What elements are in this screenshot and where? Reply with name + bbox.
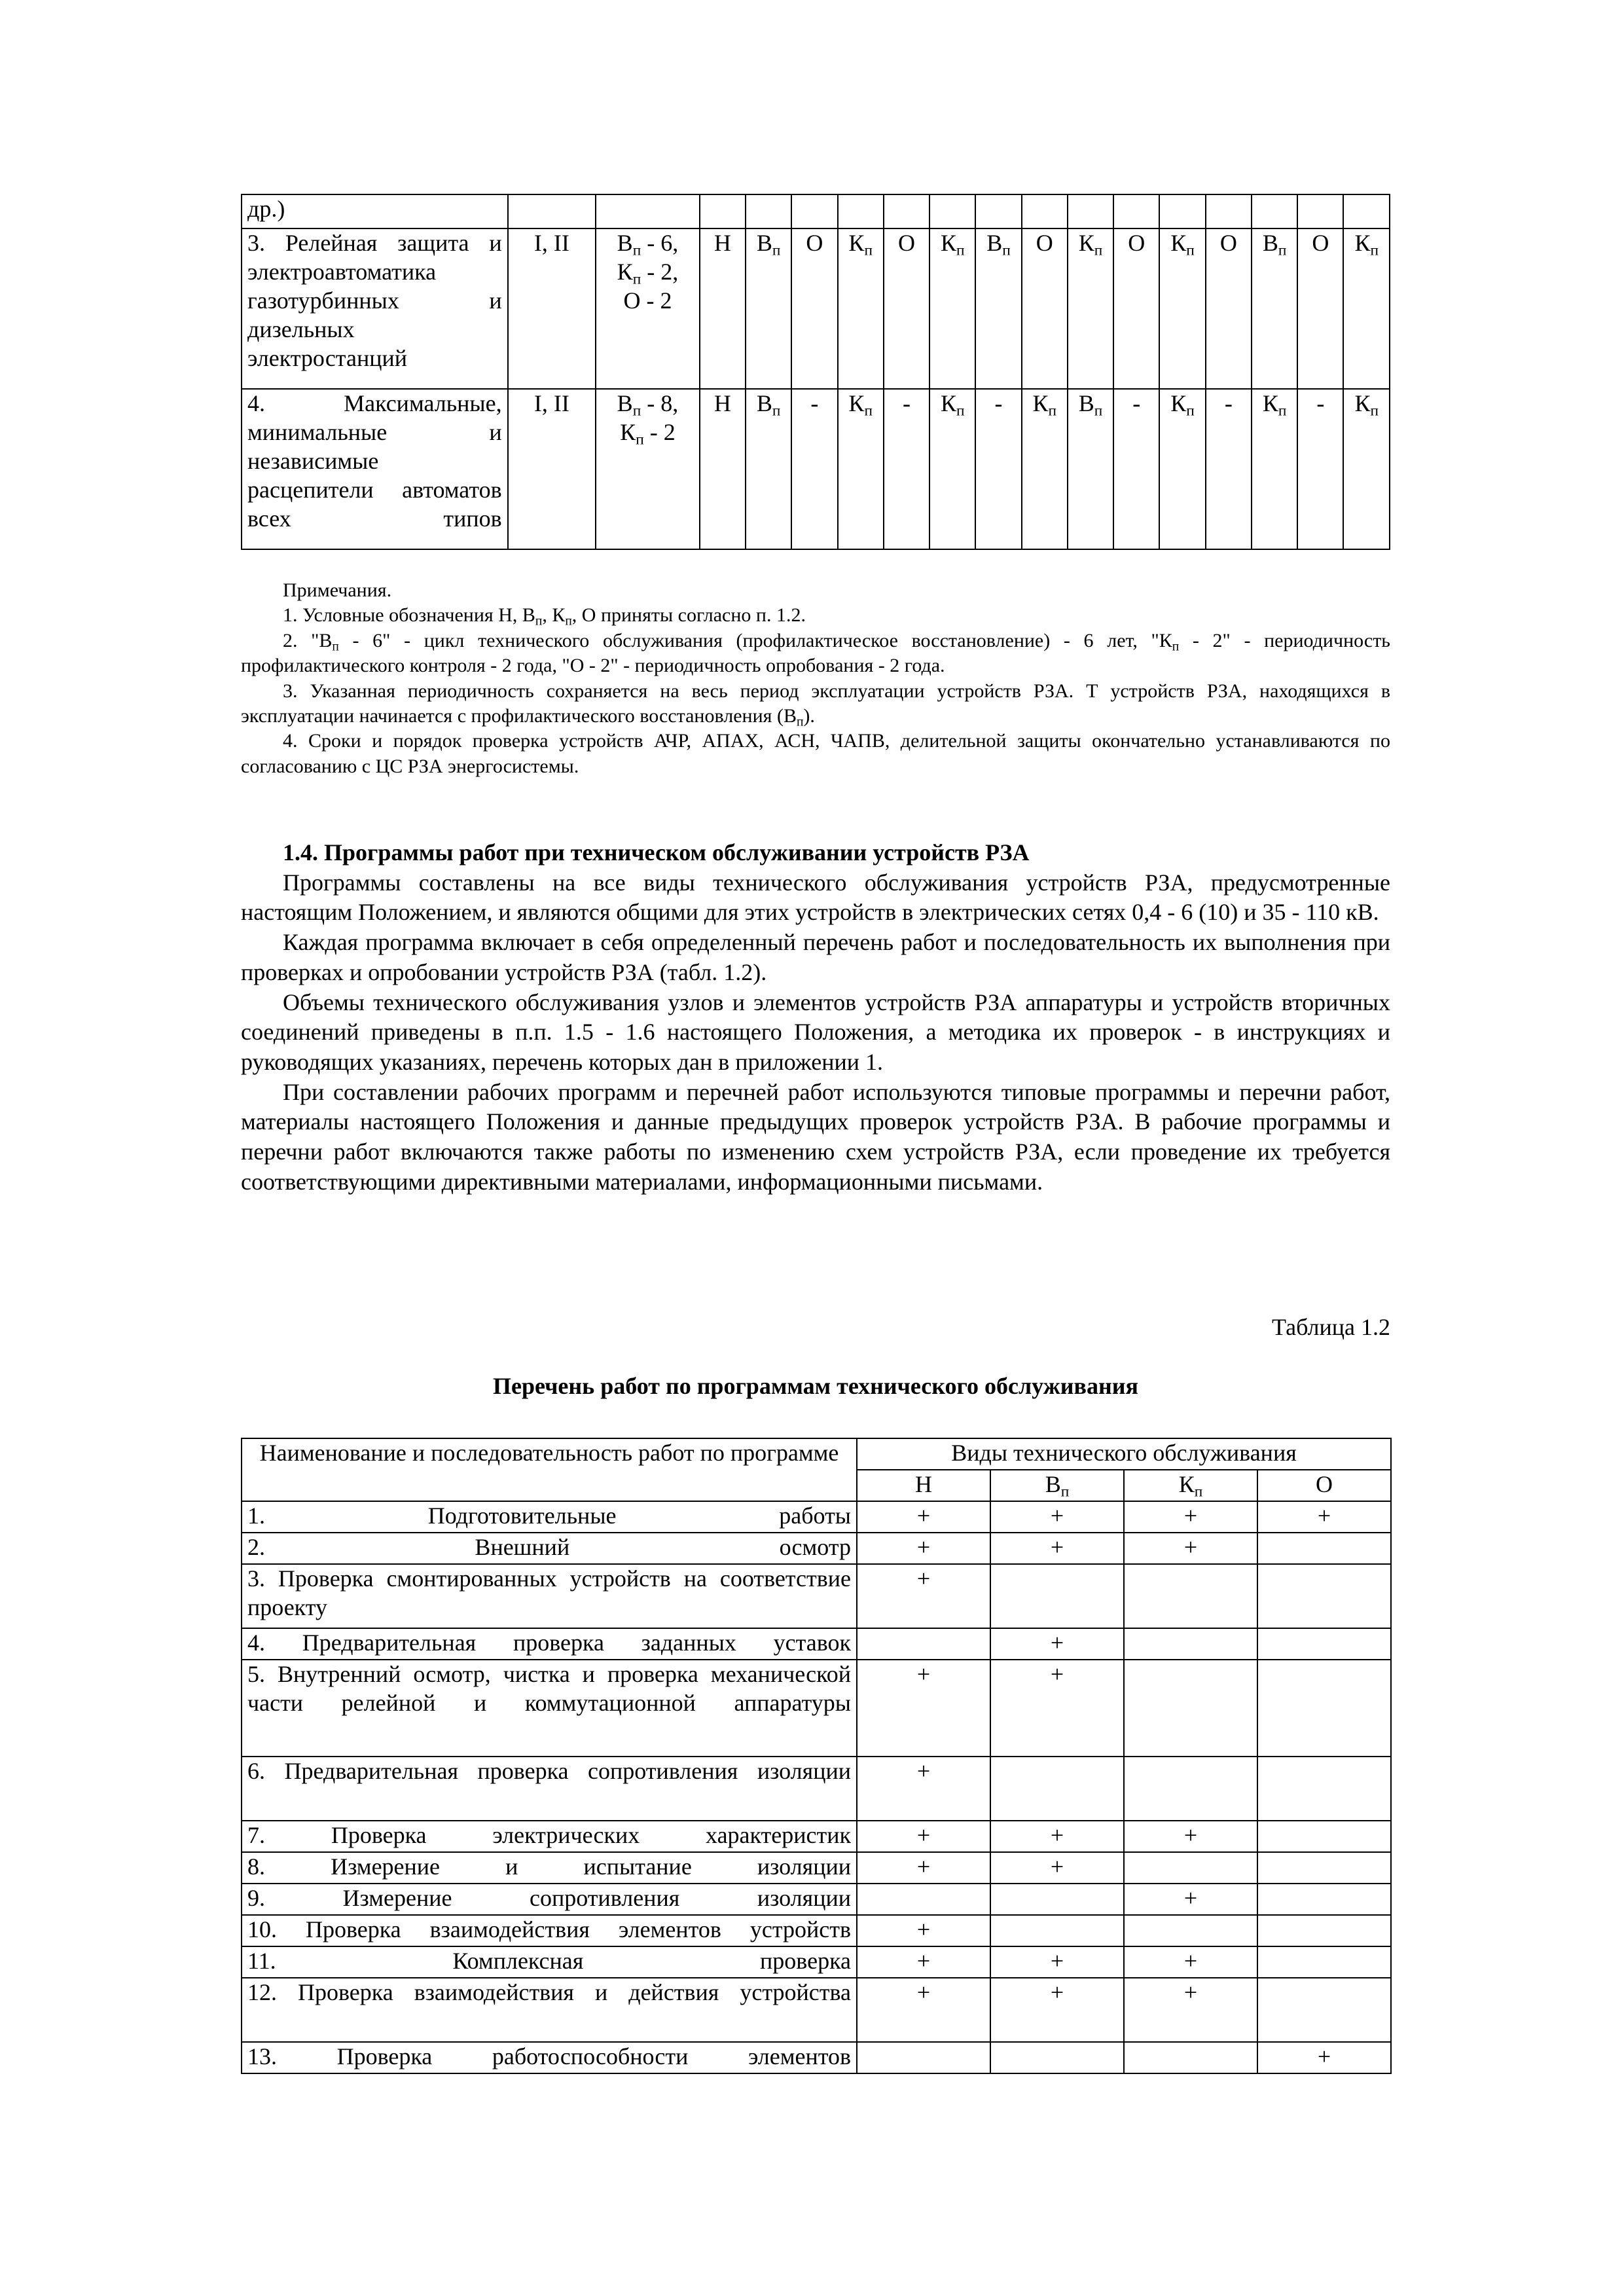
year-cell: $К_п$ — [838, 228, 884, 389]
mark-cell — [1124, 1852, 1257, 1884]
table-row — [242, 2042, 1391, 2073]
mark-cell — [990, 1757, 1124, 1821]
mark-cell: + — [990, 1628, 1124, 1660]
year-cell: - — [1206, 389, 1252, 549]
work-name: 10. Проверка взаимодействия элементов устройств — [242, 1915, 857, 1946]
table-row — [242, 1852, 1391, 1884]
paragraph: При составлении рабочих программ и перечней работ используются типовые программы и перечни работ, материалы настоящего Положения и данные предыдущих проверок устройств РЗА. В рабочие программы и перечни работ включаются также работы по изменению схем устройств РЗА, если проведение их требуется соответствующими директивными материалами, информационными письмами. — [241, 1078, 1390, 1195]
mark-cell: + — [990, 1501, 1124, 1533]
note-item: 3. Указанная периодичность сохраняется на весь период эксплуатации устройств РЗА. Т устройств РЗА, находящихся в эксплуатации начинается с профилактического восстановления $(В_п)$. — [241, 680, 1390, 729]
work-name: 7. Проверка электрических характеристик — [242, 1821, 857, 1852]
mark-cell: + — [857, 1501, 990, 1533]
mark-cell: + — [857, 1852, 990, 1884]
paragraph: Каждая программа включает в себя определенный перечень работ и последовательность их выполнения при проверках и опробовании устройств РЗА (табл. 1.2). — [241, 929, 1390, 985]
mark-cell: + — [857, 1915, 990, 1946]
type-header: О — [1257, 1470, 1391, 1501]
table-row — [242, 228, 1390, 389]
mark-cell — [1257, 1884, 1391, 1915]
paragraph: Объемы технического обслуживания узлов и элементов устройств РЗА аппаратуры и устройств вторичных соединений приведены в п.п. 1.5 - 1.6 настоящего Положения, а методика их проверок - в инструкциях и руководящих указаниях, перечень которых дан в приложении 1. — [241, 989, 1390, 1076]
table-row — [242, 1660, 1391, 1757]
year-cell: - — [975, 389, 1021, 549]
section-heading: 1.4. Программы работ при техническом обслуживании устройств РЗА — [283, 839, 1030, 866]
table-row — [242, 1533, 1391, 1564]
table-row — [242, 1915, 1391, 1946]
mark-cell: + — [857, 1564, 990, 1628]
table-row — [242, 1884, 1391, 1915]
mark-cell — [990, 1915, 1124, 1946]
table-row — [242, 1757, 1391, 1821]
notes-block — [241, 578, 1390, 779]
table-row — [242, 1821, 1391, 1852]
year-cell: $В_п$ — [975, 228, 1021, 389]
mark-cell — [1257, 1821, 1391, 1852]
mark-cell: + — [857, 1660, 990, 1757]
year-cell: О — [884, 228, 929, 389]
works-table — [241, 1438, 1392, 2074]
table-row — [242, 1946, 1391, 1978]
mark-cell — [990, 1564, 1124, 1628]
year-cell: - — [1297, 389, 1343, 549]
work-name: 2. Внешний осмотр — [242, 1533, 857, 1564]
year-cell: О — [1022, 228, 1068, 389]
mark-cell: + — [990, 1978, 1124, 2042]
mark-cell: + — [857, 1821, 990, 1852]
table-row — [242, 389, 1390, 549]
mark-cell — [1124, 2042, 1257, 2073]
year-cell: $К_п$ — [1022, 389, 1068, 549]
mark-cell: + — [1124, 1821, 1257, 1852]
table-row — [242, 194, 1390, 228]
mark-cell: + — [1257, 1501, 1391, 1533]
year-cell: Н — [700, 389, 746, 549]
mark-cell — [1257, 1852, 1391, 1884]
cycle-line: $В_п - 8$, — [617, 390, 679, 420]
mark-cell — [1124, 1915, 1257, 1946]
year-cell: - — [1113, 389, 1159, 549]
table-row — [242, 1501, 1391, 1533]
year-cell: О — [791, 228, 837, 389]
mark-cell — [1257, 1533, 1391, 1564]
mark-cell — [990, 2042, 1124, 2073]
mark-cell: + — [990, 1660, 1124, 1757]
mark-cell: + — [857, 1978, 990, 2042]
work-name: 11. Комплексная проверка — [242, 1946, 857, 1978]
year-cell: $К_п$ — [929, 228, 975, 389]
mark-cell: + — [1124, 1946, 1257, 1978]
work-name: 1. Подготовительные работы — [242, 1501, 857, 1533]
mark-cell — [1124, 1564, 1257, 1628]
mark-cell — [1257, 1564, 1391, 1628]
work-name: 3. Проверка смонтированных устройств на соответствие проекту — [242, 1564, 857, 1628]
notes-title: Примечания. — [283, 579, 392, 601]
work-name: 12. Проверка взаимодействия и действия устройства — [242, 1978, 857, 2042]
mark-cell — [857, 1628, 990, 1660]
row-name: 4. Максимальные, минимальные и независимые расцепители автоматов всех типов — [242, 389, 508, 549]
mark-cell: + — [990, 1852, 1124, 1884]
mark-cell: + — [1257, 2042, 1391, 2073]
mark-cell — [1257, 1915, 1391, 1946]
mark-cell — [1257, 1757, 1391, 1821]
mark-cell — [1124, 1628, 1257, 1660]
note-item: 1. Условные обозначения Н, $В_п$, $К_п$, О приняты согласно п. 1.2. — [283, 604, 806, 629]
year-cell: О — [1297, 228, 1343, 389]
mark-cell: + — [1124, 1501, 1257, 1533]
year-cell: $К_п$ — [1068, 228, 1113, 389]
work-name: 5. Внутренний осмотр, чистка и проверка механической части релейной и коммутационной аппаратуры — [242, 1660, 857, 1757]
mark-cell — [857, 2042, 990, 2073]
year-cell: $В_п$ — [746, 228, 791, 389]
table-label: Таблица 1.2 — [1272, 1314, 1390, 1340]
year-cell: Н — [700, 228, 746, 389]
year-cell: - — [884, 389, 929, 549]
cycle-line: $В_п - 6$, — [617, 230, 679, 259]
year-cell: $К_п$ — [838, 389, 884, 549]
type-header: $В_п$ — [990, 1470, 1124, 1501]
row-name: др.) — [242, 194, 508, 228]
type-header: $К_п$ — [1124, 1470, 1257, 1501]
mark-cell — [857, 1884, 990, 1915]
table-row — [242, 1628, 1391, 1660]
mark-cell — [1124, 1757, 1257, 1821]
year-cell: $К_п$ — [1343, 228, 1390, 389]
year-cell: - — [791, 389, 837, 549]
mark-cell: + — [990, 1946, 1124, 1978]
mark-cell — [1257, 1628, 1391, 1660]
note-item: 4. Сроки и порядок проверка устройств АЧР, АПАХ, АСН, ЧАПВ, делительной защиты окончательно устанавливаются по согласованию с ЦС РЗА энергосистемы. — [241, 730, 1390, 777]
cycle — [596, 228, 700, 389]
row-name: 3. Релейная защита и электроавтоматика газотурбинных и дизельных электростанций — [242, 228, 508, 389]
cycle-line: О - 2 — [623, 287, 672, 314]
cycle-line: $К_п - 2$ — [620, 418, 676, 448]
work-name: 8. Измерение и испытание изоляции — [242, 1852, 857, 1884]
mark-cell: + — [857, 1946, 990, 1978]
year-cell: $К_п$ — [1343, 389, 1390, 549]
section-1-4 — [241, 838, 1390, 1197]
paragraph: Программы составлены на все виды технического обслуживания устройств РЗА, предусмотренные настоящим Положением, и являются общими для этих устройств в электрических сетях 0,4 - 6 (10) и 35 - 110 кВ. — [241, 869, 1390, 926]
header-col: Наименование и последовательность работ по программе — [242, 1438, 857, 1501]
year-cell: $К_п$ — [1159, 389, 1205, 549]
mark-cell — [990, 1884, 1124, 1915]
year-cell: $К_п$ — [1159, 228, 1205, 389]
type-header: Н — [857, 1470, 990, 1501]
mark-cell: + — [857, 1757, 990, 1821]
year-cell: О — [1113, 228, 1159, 389]
work-name: 4. Предварительная проверка заданных уставок — [242, 1628, 857, 1660]
mark-cell: + — [990, 1821, 1124, 1852]
cycle-line: $К_п - 2$, — [617, 258, 679, 288]
mark-cell: + — [990, 1533, 1124, 1564]
work-name: 6. Предварительная проверка сопротивления изоляции — [242, 1757, 857, 1821]
mark-cell — [1124, 1660, 1257, 1757]
mark-cell — [1257, 1978, 1391, 2042]
category: I, II — [508, 389, 596, 549]
table-row — [242, 1978, 1391, 2042]
year-cell: О — [1206, 228, 1252, 389]
mark-cell: + — [1124, 1884, 1257, 1915]
table-title: Перечень работ по программам технического обслуживания — [493, 1373, 1138, 1399]
year-cell: $В_п$ — [746, 389, 791, 549]
header-row — [242, 1438, 1391, 1470]
year-cell: $К_п$ — [929, 389, 975, 549]
mark-cell: + — [857, 1533, 990, 1564]
cycle — [596, 389, 700, 549]
mark-cell: + — [1124, 1533, 1257, 1564]
year-cell: $В_п$ — [1068, 389, 1113, 549]
work-name: 13. Проверка работоспособности элементов — [242, 2042, 857, 2073]
work-name: 9. Измерение сопротивления изоляции — [242, 1884, 857, 1915]
year-cell: $В_п$ — [1252, 228, 1297, 389]
periodicity-table — [241, 194, 1390, 550]
mark-cell: + — [1124, 1978, 1257, 2042]
category: I, II — [508, 228, 596, 389]
table-row — [242, 1564, 1391, 1628]
year-cell: $К_п$ — [1252, 389, 1297, 549]
note-item: 2. "$В_п - 6$" - цикл технического обслуживания (профилактическое восстановление) - 6 лет, "$К_п - 2$" - периодичность профилактического контроля - 2 года, "О - 2" - периодичность опробования - 2 года. — [241, 629, 1390, 677]
mark-cell — [1257, 1946, 1391, 1978]
header-group: Виды технического обслуживания — [857, 1438, 1391, 1470]
mark-cell — [1257, 1660, 1391, 1757]
